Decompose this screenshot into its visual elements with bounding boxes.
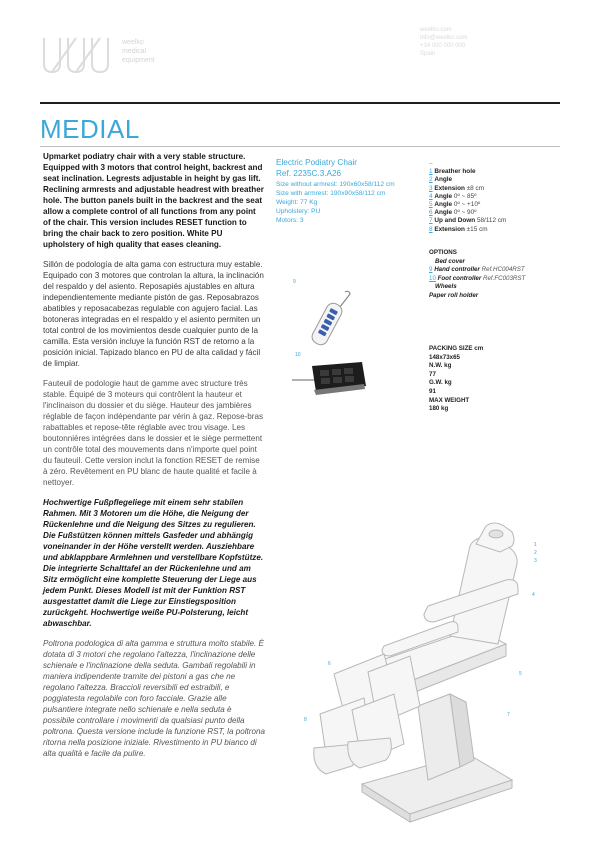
option-wheels: Wheels [435, 283, 457, 291]
callout-hand: 9 [293, 279, 296, 285]
product-name: Electric Podiatry Chair [276, 158, 357, 167]
header-rule [40, 102, 560, 104]
option-bed-cover: Bed cover [435, 257, 465, 265]
part-item: 5 Angle 0º ~ +10º [429, 201, 481, 209]
part-item: 1 Breather hole [429, 168, 476, 176]
brand-line: medical [122, 48, 147, 55]
product-ref: Ref. 2235C.3.A26 [276, 169, 342, 178]
contact-line: info@weelko.com [420, 35, 468, 41]
option-foot-controller: 10 Foot controller Ref.FC003RST [429, 274, 526, 282]
callout-foot: 10 [295, 352, 301, 358]
contact-line: weelko.com [420, 27, 452, 33]
options-title: OPTIONS [429, 249, 457, 256]
spec-block [276, 158, 426, 225]
callout-1: 1 [534, 542, 537, 548]
packing-info [429, 345, 549, 414]
spec-line: Weight: 77 Kg [276, 199, 318, 206]
brand-line: equipment [122, 57, 155, 64]
options-list [429, 249, 569, 301]
option-hand-controller: 9 Hand controller Ref.HC004RST [429, 266, 525, 274]
descriptions [43, 151, 265, 768]
part-item: 7 Up and Down 58/112 cm [429, 217, 507, 225]
contact-line: +34 000 000 000 [420, 43, 466, 49]
spec-line: Upholstery: PU [276, 208, 321, 215]
part-item: 4 Angle 0º ~ 85º [429, 192, 477, 200]
brand-line: weelko [122, 39, 144, 46]
spec-line: Size with armrest: 190x90x58/112 cm [276, 190, 386, 197]
gross-weight-label: G.W. kg [429, 379, 452, 387]
description-en: Upmarket podiatry chair with a very stable structure. Equipped with 3 motors that control height, backrest and seat inclination. Legrests adjustable in height by gas lift. Reclining armrests and adjustable headrest with breather hole. The button panels built in the backrest and the seat allow a complete control of all functions from any point of the chair. This version includes RESET function to bring the chair back to zero position. White PU upholstery of high quality that eases cleaning. [43, 152, 264, 249]
packing-title: PACKING SIZE cm [429, 345, 484, 352]
podiatry-chair-image [300, 522, 550, 837]
part-item: 2 Angle [429, 176, 453, 184]
callout-5: 5 [519, 671, 522, 677]
description-es: Sillón de podología de alta gama con estructura muy estable. Equipado con 3 motores que controlan la altura, la inclinación del respaldo y del asiento. Reposapiés ajustables en altura independientemente mediante pistón de gas. Reposabrazos abatibles y reposacabezas regulable con agujero facial. Las botoneras integradas en el respaldo y el asiento permiten un total control de los movimientos desde cualquier punto de la camilla. Esta versión incluye la función RST de retorno a la posición inicial. Tapizado blanco en PU de alta calidad y fácil de limpiar. [43, 260, 264, 368]
callout-6: 6 [328, 661, 331, 667]
net-weight: 77 [429, 370, 436, 378]
brand-wordmark [122, 38, 155, 65]
title-rule [40, 146, 560, 147]
packing-size: 148x73x65 [429, 353, 460, 361]
callout-3: 3 [534, 558, 537, 564]
parts-list: – 1 Breather hole 2 Angle 3 Extension ±8 cm 4 Angle 0º ~ 85º 5 Angle 0º ~ +10º 6 Angle 0º ~ 90º 7 Up and Down 58/112 cm 8 Extension ±15 cm [429, 160, 569, 234]
hand-controller-image [305, 290, 353, 348]
max-weight: 180 kg [429, 405, 449, 413]
foot-controller-image [290, 356, 370, 398]
contact-line: Spain [420, 51, 436, 57]
option-paper-roll: Paper roll holder [429, 291, 479, 299]
max-weight-label: MAX WEIGHT [429, 396, 470, 404]
callout-7: 7 [507, 712, 510, 718]
callout-2: 2 [534, 550, 537, 556]
spec-line: Motors: 3 [276, 217, 304, 224]
gross-weight: 91 [429, 387, 436, 395]
spec-line: Size without armrest: 190x60x58/112 cm [276, 181, 395, 188]
net-weight-label: N.W. kg [429, 362, 452, 370]
header-contact [420, 26, 467, 58]
description-de: Hochwertige Fußpflegeliege mit einem sehr stabilen Rahmen. Mit 3 Motoren um die Höhe, die Neigung der Rückenlehne und die Neigung des Sitzes zu regulieren. Die Fußstützen können mittels Gasfeder und abhängig voneinander in der Höhe verstellt werden. Ausziehbare und abklappbare Armlehnen und verstellbare Kopfstütze. Die integrierte Schalttafel an der Rückenlehne und am Sitz ermöglicht eine komplette Steuerung der Liege aus jedem Punkt. Dieses Modell ist mit der Funktion RST ausgestattet damit die Liege zur Einstiegsposition zurückgeht. Hochwertige weiße PU-Polsterung, leicht abwaschbar. [43, 498, 264, 628]
part-item: 3 Extension ±8 cm [429, 184, 485, 192]
description-it: Poltrona podologica di alta gamma e struttura molto stabile. È dotata di 3 motori che regolano l'altezza, l'inclinazione delle schienale e l'inclinazione della seduta. Gambali regolabili in maniera indipendente tramite dei pistoni a gas che ne regolano l'altezza. Braccioli reversibili ed estraibili, e poggiatesta regolabile con foro facciale. Grazie alle pulsantiere integrate nello schienale e nella seduta è possibile controllare i movimenti da qualsiasi punto della poltrona. Questa versione include la funzione RST, la poltrona ritorna nella posizione iniziale. Rivestimento in PU bianco di alta qualità e facile da pulire. [43, 639, 265, 758]
part-item: 8 Extension ±15 cm [429, 225, 488, 233]
page-title: MEDIAL [40, 114, 140, 144]
callout-4: 4 [532, 592, 535, 598]
description-fr: Fauteuil de podologie haut de gamme avec structure très stable. Équipé de 3 moteurs qui contrôlent la hauteur et l'inclinaison du dossier et du siège. Hauteur des jambières réglable de façon indépendante par vérin à gaz. Repose-bras rabattables et repose-tête réglable avec trou visage. Les boutonnières intégrées dans le dossier et le siège permettent un contrôle total des mouvements dans n'importe quel point du fauteuil. Cette version inclut la fonction RESET de remise à zéro. Revêtement en PU blanc de haute qualité et facile à nettoyer. [43, 379, 264, 487]
callout-8: 8 [304, 717, 307, 723]
part-item: 6 Angle 0º ~ 90º [429, 209, 477, 217]
